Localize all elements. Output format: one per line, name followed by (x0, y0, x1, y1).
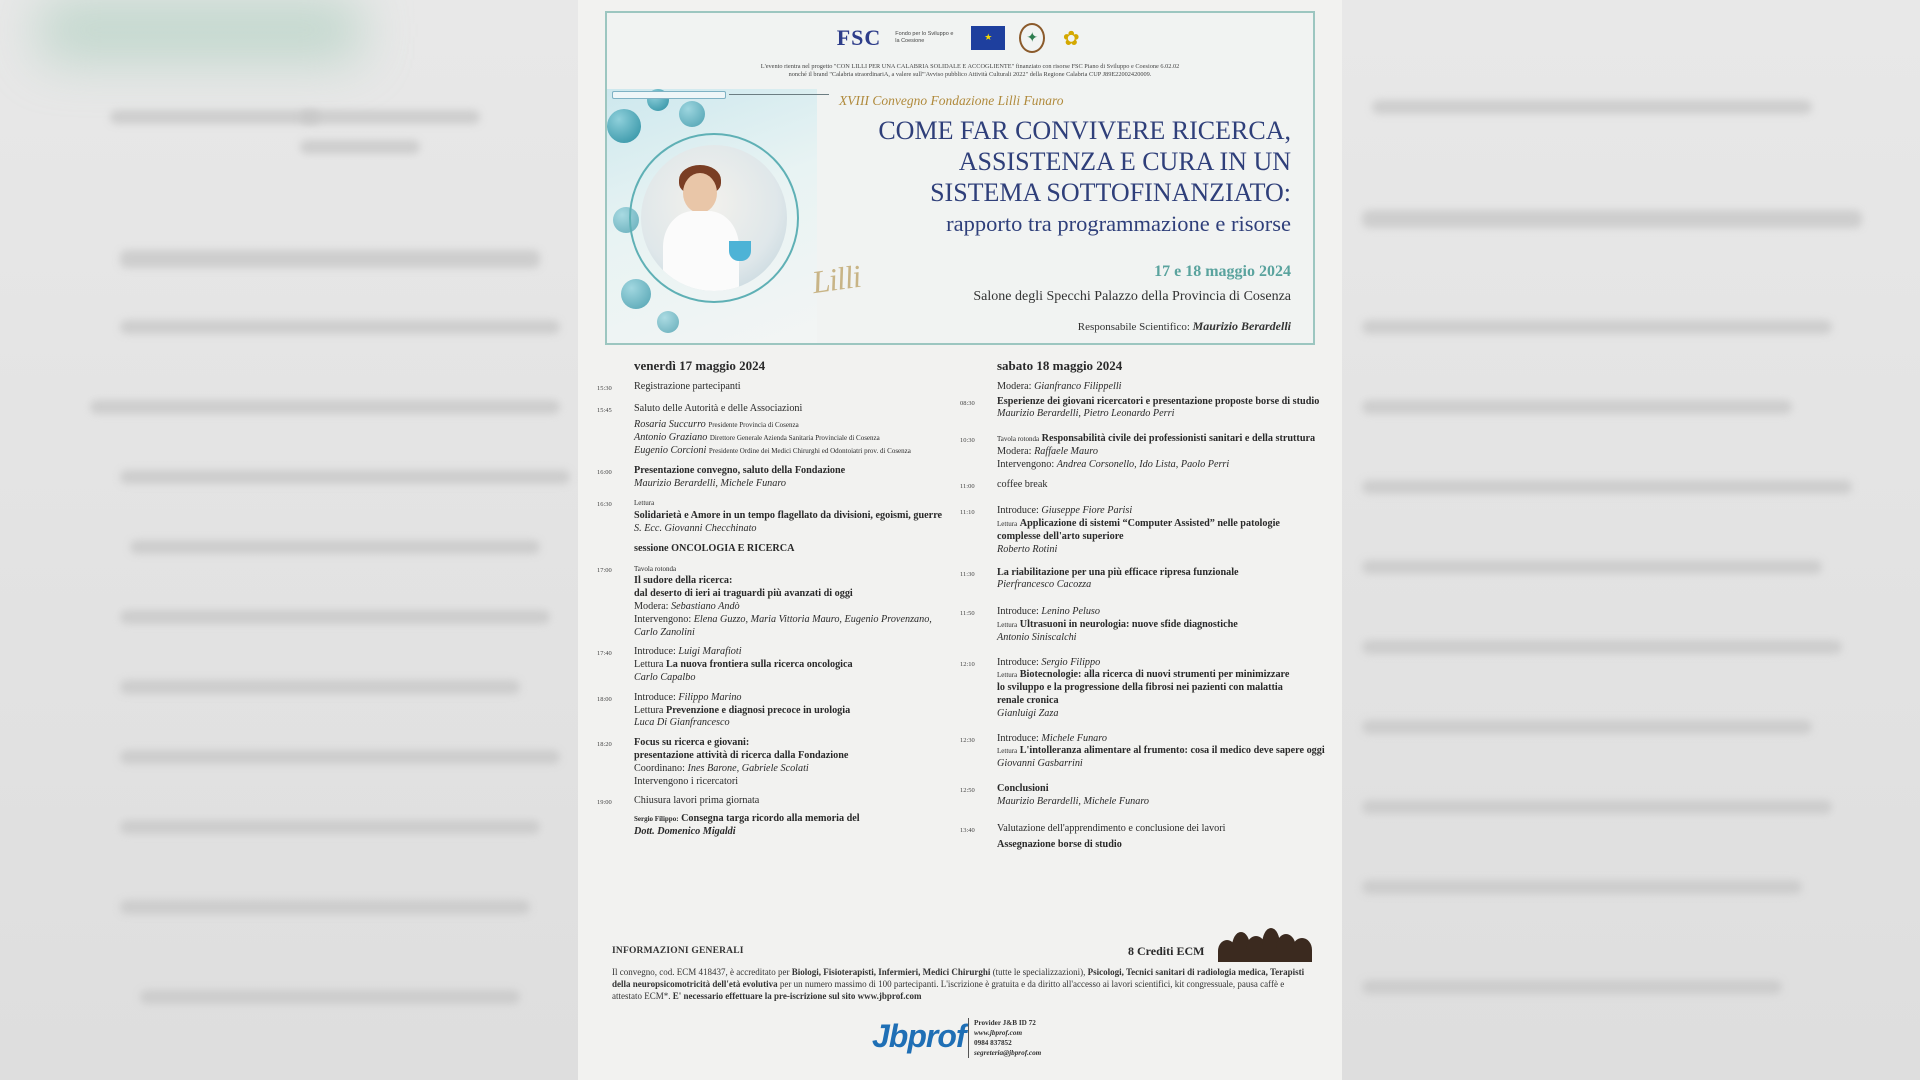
fsc-logo: FSC (836, 25, 882, 50)
italian-emblem-icon: ✦ (1019, 23, 1045, 53)
backdrop-left (0, 0, 578, 1080)
ecm-credits: 8 Crediti ECM (1128, 944, 1205, 958)
fsc-subtitle: Fondo per lo Sviluppo e la Coesione (895, 31, 954, 44)
general-info-text: Il convegno, cod. ECM 418437, è accreditato per Biologi, Fisioterapisti, Infermieri, Medici Chirurghi (tutte le specializzazioni), Psicologi, Tecnici sanitari di radiologia medica, Terapisti della neuropsicomotricità dell'età evolutiva per un numero massimo di 100 partecipanti. L'iscrizione è gratuita e da diritto all'accesso ai lavori scientifici, kit congressuale, pausa caffè e attestato ECM*. E' necessario effettuare la pre-iscrizione sul sito www.jbprof.com (612, 967, 1305, 1001)
program-saturday (960, 360, 1330, 859)
program-friday (597, 360, 957, 846)
day-heading: venerdì 17 maggio 2024 (634, 358, 766, 373)
program-item: 11:10 Introduce: Giuseppe Fiore Parisi Lettura Applicazione di sistemi “Computer Assisted” nelle patologie complesse dell'arto superiore Roberto Rotini (960, 505, 1280, 555)
program-item: 12:50 Conclusioni Maurizio Berardelli, Michele Funaro (960, 782, 1150, 807)
program-item: 16:30 Lettura Solidarietà e Amore in un tempo flagellato da divisioni, egoismi, guerre S. Ecc. Giovanni Checchinato (597, 499, 943, 534)
region-calabria-icon: ✿ (1062, 26, 1080, 50)
program-item: 15:45 Saluto delle Autorità e delle Associazioni Rosaria Succurro Presidente Provincia di Cosenza Antonio Graziano Direttore Generale Azienda Sanitaria Provinciale di Cosenza Eugenio Corcioni Presidente Ordine dei Medici Chirurghi ed Odontoiatri prov. di Cosenza (597, 402, 911, 456)
general-info-heading: INFORMAZIONI GENERALI (612, 946, 744, 956)
conference-title: COME FAR CONVIVERE RICERCA, ASSISTENZA E CURA IN UN SISTEMA SOTTOFINANZIATO: (878, 116, 1291, 207)
program-item: 12:30 Introduce: Michele Funaro Lettura L'intolleranza alimentare al frumento: cosa il medico deve sapere oggi Giovanni Gasbarrini (960, 732, 1325, 770)
program-item: 18:00 Introduce: Filippo Marino Lettura Prevenzione e diagnosi precoce in urologia Luca Di Gianfrancesco (597, 691, 851, 729)
eu-flag-icon: ★ (971, 26, 1005, 50)
program-item: 16:00 Presentazione convegno, saluto della Fondazione Maurizio Berardelli, Michele Funaro (597, 464, 846, 489)
researcher-illustration (607, 89, 817, 345)
program-item: 15:30 Registrazione partecipanti (597, 380, 741, 392)
program-item: 10:30 Tavola rotonda Responsabilità civile dei professionisti sanitari e della struttura Modera: Raffaele Mauro Intervengono: Andrea Corsonello, Ido Lista, Paolo Perri (960, 433, 1316, 470)
program-item: 11:00 coffee break (960, 478, 1048, 490)
program-moderator: Modera: Gianfranco Filippelli (997, 380, 1122, 392)
program-item: 13:40 Valutazione dell'apprendimento e conclusione dei lavori Assegnazione borse di studio (960, 822, 1226, 851)
edition-label: XVIII Convegno Fondazione Lilli Funaro (839, 93, 1064, 108)
poster (578, 0, 1342, 1080)
event-venue: Salone degli Specchi Palazzo della Provincia di Cosenza (973, 289, 1291, 304)
program-item: 18:20 Focus su ricerca e giovani: presentazione attività di ricerca dalla Fondazione Coordinano: Ines Barone, Gabriele Scolati Intervengono i ricercatori (597, 737, 849, 787)
program-item: 19:00 Chiusura lavori prima giornata Sergio Filippo: Consegna targa ricordo alla memoria del Dott. Domenico Migaldi (597, 795, 860, 837)
program-item: 12:10 Introduce: Sergio Filippo Lettura Biotecnologie: alla ricerca di nuovi strumenti per minimizzare lo sviluppo e la progressione della fibrosi nei pazienti con malattia renale cronica Gianluigi Zaza (960, 656, 1290, 719)
hero-banner (605, 11, 1315, 345)
audience-icon (1218, 922, 1314, 962)
program-item: 17:40 Introduce: Luigi Marafioti Lettura La nuova frontiera sulla ricerca oncologica Carlo Capalbo (597, 646, 853, 683)
program-item: 08:30 Esperienze dei giovani ricercatori e presentazione proposte borse di studio Maurizio Berardelli, Pietro Leonardo Perri (960, 395, 1320, 420)
session-heading: sessione ONCOLOGIA E RICERCA (634, 542, 795, 554)
sponsor-logos (607, 21, 1313, 55)
provider-info: Provider J&B ID 72 www.jbprof.com 0984 837852 segreteria@jbprof.com (974, 1019, 1042, 1057)
backdrop-right (1342, 0, 1920, 1080)
scientific-lead: Responsabile Scientifico: Maurizio Berardelli (1077, 319, 1291, 333)
jbprof-logo: Jbprof (872, 1018, 966, 1054)
day-heading: sabato 18 maggio 2024 (997, 358, 1123, 373)
program-item: 17:00 Tavola rotonda Il sudore della ricerca: dal deserto di ieri ai traguardi più avanzati di oggi Modera: Sebastiano Andò Intervengono: Elena Guzzo, Maria Vittoria Mauro, Eugenio Provenzano, Carlo Zanolini (597, 564, 932, 638)
program-item: 11:50 Introduce: Lenino Peluso Lettura Ultrasuoni in neurologia: nuove sfide diagnostiche Antonio Siniscalchi (960, 606, 1238, 643)
conference-subtitle: rapporto tra programmazione e risorse (946, 211, 1291, 236)
program-item: 11:30 La riabilitazione per una più efficace ripresa funzionale Pierfrancesco Cacozza (960, 566, 1239, 591)
funding-note: L'evento rientra nel progetto "CON LILLI PER UNA CALABRIA SOLIDALE E ACCOGLIENTE" finanziato con risorse FSC Piano di Sviluppo e Coesione 6.02.02 nonché il brand "Calabria straordinariA, a valere sull'"Avviso pubblico Attività Culturali 2022" della Regione Calabria CUP J89E22002420009. (760, 63, 1180, 78)
researcher-photo (641, 145, 787, 291)
event-date: 17 e 18 maggio 2024 (1154, 263, 1291, 280)
lilli-signature: Lilli (809, 257, 863, 301)
